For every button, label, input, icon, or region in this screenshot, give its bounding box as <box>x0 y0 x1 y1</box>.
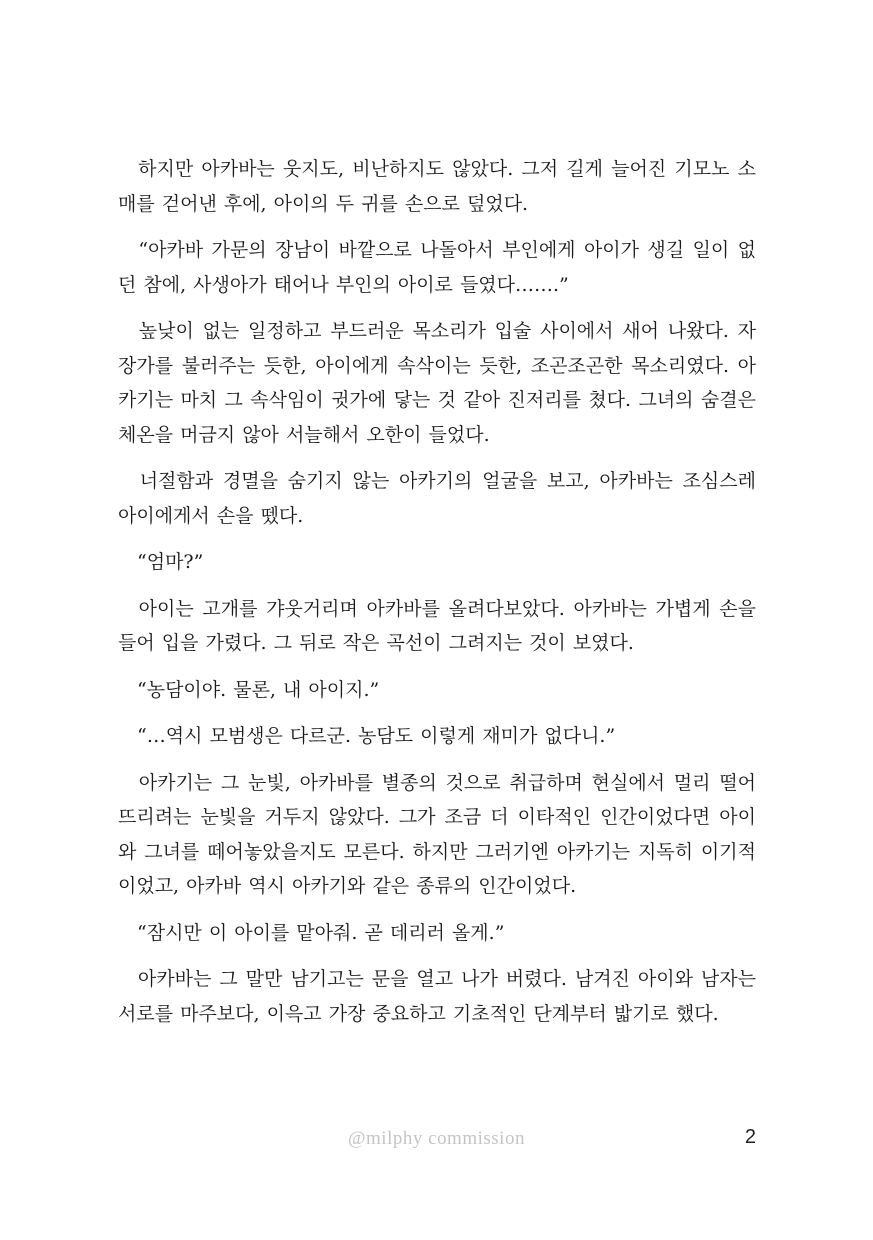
paragraph-11: 아카바는 그 말만 남기고는 문을 열고 나가 버렸다. 남겨진 아이와 남자는 서로를 마주보다, 이윽고 가장 중요하고 기초적인 단계부터 밟기로 했다. <box>118 968 756 1025</box>
paragraph-3: 높낮이 없는 일정하고 부드러운 목소리가 입술 사이에서 새어 나왔다. 자장가를 불러주는 듯한, 아이에게 속삭이는 듯한, 조곤조곤한 목소리였다. 아카기는 마치 그 속삭임이 귓가에 닿는 것 같아 진저리를 쳤다. 그녀의 숨결은 체온을 머금지 않아 서늘해서 오한이 들었다. <box>118 320 756 446</box>
paragraph-10: “잠시만 이 아이를 맡아줘. 곧 데리러 올게.” <box>118 921 505 944</box>
page-body <box>118 152 756 1043</box>
paragraph-2: “아카바 가문의 장남이 바깥으로 나돌아서 부인에게 아이가 생길 일이 없던 참에, 사생아가 태어나 부인의 아이로 들였다…….” <box>118 239 756 296</box>
paragraph-9: 아카기는 그 눈빛, 아카바를 별종의 것으로 취급하며 현실에서 멀리 떨어뜨리려는 눈빛을 거두지 않았다. 그가 조금 더 이타적인 인간이었다면 아이와 그녀를 떼어놓았을지도 모른다. 하지만 그러기엔 아카기는 지독히 이기적이었고, 아카바 역시 아카기와 같은 종류의 인간이었다. <box>118 771 756 897</box>
paragraph-5: “엄마?” <box>118 551 204 573</box>
paragraph-7: “농담이야. 물론, 내 아이지.” <box>118 678 380 701</box>
paragraph-8: “…역시 모범생은 다르군. 농담도 이렇게 재미가 없다니.” <box>118 725 616 747</box>
footer-credit: @milphy commission <box>348 1128 525 1149</box>
paragraph-1: 하지만 아카바는 웃지도, 비난하지도 않았다. 그저 길게 늘어진 기모노 소매를 걷어낸 후에, 아이의 두 귀를 손으로 덮었다. <box>118 158 756 215</box>
page-number: 2 <box>744 1126 756 1148</box>
paragraph-4: 너절함과 경멸을 숨기지 않는 아카기의 얼굴을 보고, 아카바는 조심스레 아이에게서 손을 뗐다. <box>118 470 756 527</box>
paragraph-6: 아이는 고개를 갸웃거리며 아카바를 올려다보았다. 아카바는 가볍게 손을 들어 입을 가렸다. 그 뒤로 작은 곡선이 그려지는 것이 보였다. <box>118 597 756 654</box>
